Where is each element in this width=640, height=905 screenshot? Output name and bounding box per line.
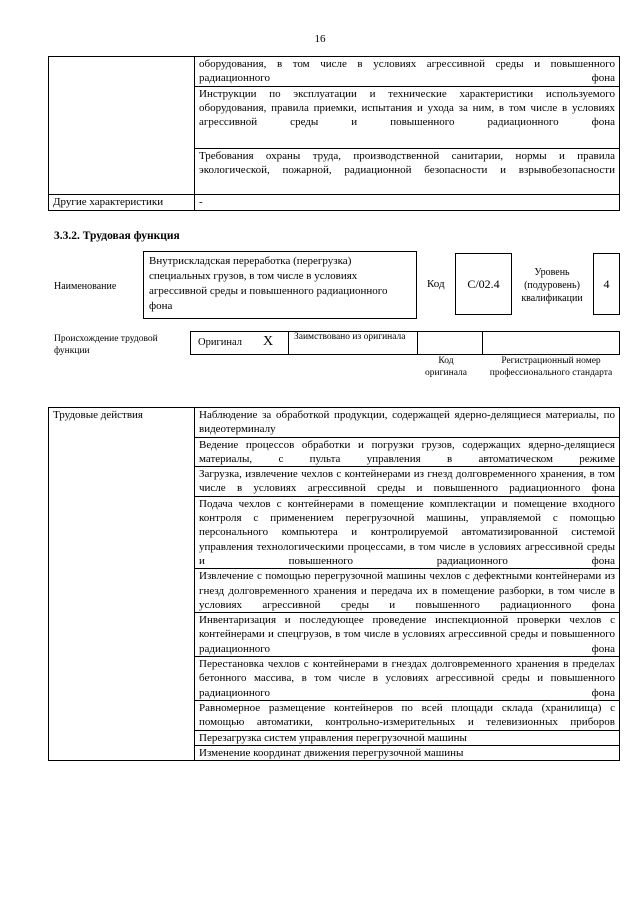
level-box — [593, 253, 620, 315]
borrowed-label: Заимствовано из оригинала — [294, 332, 406, 342]
row-label — [49, 149, 195, 195]
code-label: Код — [427, 278, 445, 290]
code-original-caption: Код оригинала — [425, 356, 467, 378]
action-item: Наблюдение за обработкой продукции, содержащей ядерно-делящиеся материалы, по видеотерминалу — [195, 408, 620, 438]
action-item: Равномерное размещение контейнеров по всей площади склада (хранилища) с помощью автоматики, контрольно-измерительных и телевизионных приборов — [195, 700, 620, 730]
row-text: - — [195, 195, 620, 211]
function-name: Внутрискладская переработка (перегрузка) специальных грузов, в том числе в условиях агрессивной среды и повышенного радиационного фона — [149, 255, 388, 312]
level-value: 4 — [603, 277, 610, 291]
row-text: Инструкции по эксплуатации и технические характеристики используемого оборудования, правила приемки, испытания и ухода за ним, в том числе в условиях агрессивной среды и повышенного радиационного фона — [195, 87, 620, 149]
table-row — [49, 408, 620, 438]
requirements-table — [48, 56, 620, 211]
function-name-box — [143, 251, 417, 319]
table-row — [49, 57, 620, 87]
action-item: Подача чехлов с контейнерами в помещение комплектации и помещение входного контроля с применением перегрузочной машины, управляемой с помощью персонального компьютера и контролируемой автоматизированной системой управления технологическими процессами, в том числе в условиях агрессивной среды и повышенного радиационного фона — [195, 496, 620, 568]
origin-box — [190, 331, 620, 355]
level-label: Уровень (подуровень) квалификации — [521, 267, 583, 304]
divider — [288, 332, 289, 354]
row-text: Требования охраны труда, производственной санитарии, нормы и правила экологической, пожарной, радиационной безопасности и взрывобезопасности — [195, 149, 620, 195]
reg-number-caption: Регистрационный номер профессионального стандарта — [489, 356, 613, 378]
origin-label: Происхождение трудовой функции — [54, 334, 158, 356]
action-item: Ведение процессов обработки и погрузки грузов, содержащих ядерно-делящиеся материалы, с пульта управления в автоматическом режиме — [195, 437, 620, 467]
action-item: Изменение координат движения перегрузочной машины — [195, 745, 620, 760]
row-label: Другие характеристики — [49, 195, 195, 211]
section-heading: 3.3.2. Трудовая функция — [54, 230, 180, 242]
code-value: C/02.4 — [467, 277, 500, 291]
table-row — [49, 195, 620, 211]
action-item: Инвентаризация и последующее проведение инспекционной проверки чехлов с контейнерами и спецгрузов, в том числе в условиях агрессивной среды и повышенного радиационного фона — [195, 613, 620, 657]
action-item: Перезагрузка систем управления перегрузочной машины — [195, 730, 620, 745]
row-label — [49, 87, 195, 149]
divider — [417, 332, 418, 354]
labor-actions-table — [48, 407, 620, 761]
action-item: Загрузка, извлечение чехлов с контейнерами из гнезд долговременного хранения, в том числе в условиях агрессивной среды и повышенного радиационного фона — [195, 467, 620, 497]
original-mark: X — [263, 334, 274, 349]
table-row — [49, 149, 620, 195]
name-label: Наименование — [54, 281, 117, 292]
row-text: оборудования, в том числе в условиях агрессивной среды и повышенного радиационного фона — [195, 57, 620, 87]
actions-label: Трудовые действия — [49, 408, 195, 761]
row-label — [49, 57, 195, 87]
action-item: Извлечение с помощью перегрузочной машины чехлов с дефектными контейнерами из гнезд долговременного хранения и передача их в помещение разборки, в том числе в условиях агрессивной среды и повышенного радиационного фона — [195, 569, 620, 613]
page-number: 16 — [314, 33, 326, 45]
divider — [482, 332, 483, 354]
table-row — [49, 87, 620, 149]
original-label: Оригинал — [198, 337, 242, 348]
action-item: Перестановка чехлов с контейнерами в гнездах долговременного хранения в пределах бетонного массива, в том числе в условиях агрессивной среды и повышенного радиационного фона — [195, 657, 620, 701]
code-box — [455, 253, 512, 315]
